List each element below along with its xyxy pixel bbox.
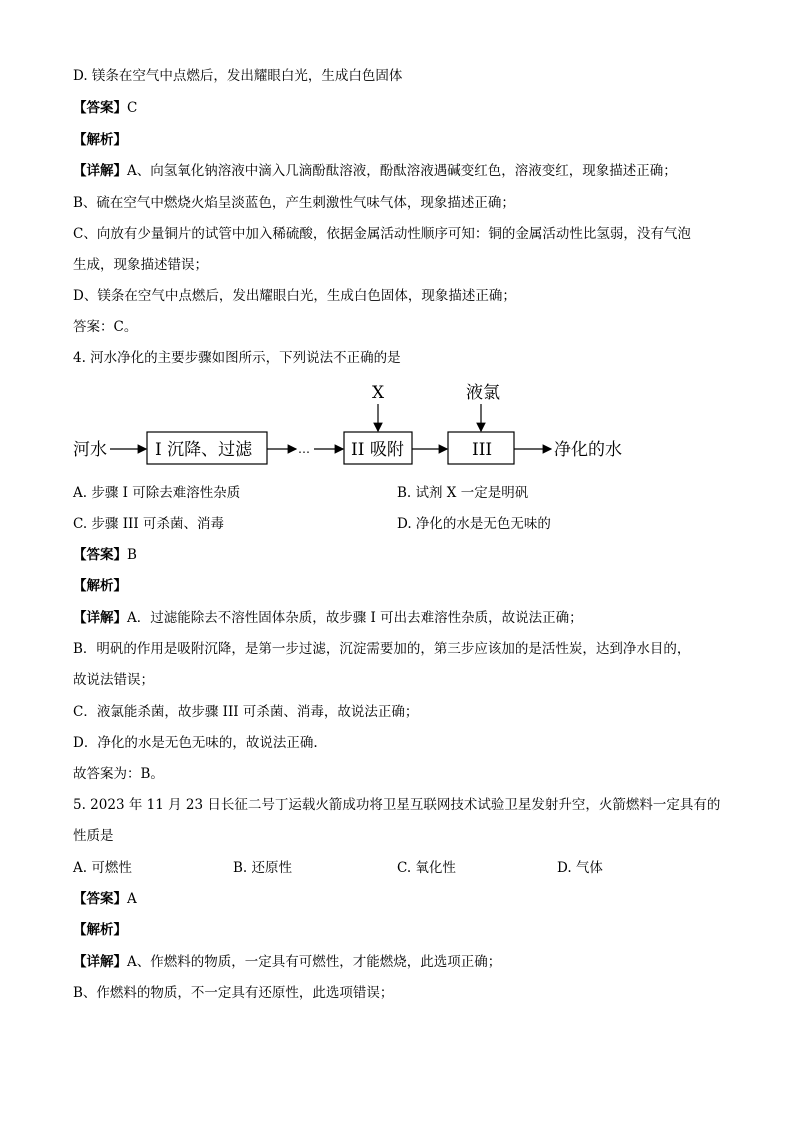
question-stem: 4. 河水净化的主要步骤如图所示，下列说法不正确的是 [73,350,401,366]
analysis-tag: 【解析】 [73,132,127,148]
detail-text: A、向氢氧化钠溶液中滴入几滴酚酞溶液，酚酞溶液遇碱变红色，溶液变红，现象描述正确； [127,163,677,179]
diagram-output-label: 净化的水 [554,440,622,460]
water-purification-diagram [70,376,670,476]
option-b: B. 试剂 X 一定是明矾 [397,485,529,501]
answer-tag: 【答案】 [73,891,127,907]
option-d: D. 净化的水是无色无味的 [397,516,551,532]
detail-tag: 【详解】 [73,610,127,626]
option-c: C. 氧化性 [397,860,456,876]
option-d: D. 镁条在空气中点燃后，发出耀眼白光，生成白色固体 [73,68,403,84]
option-c: C. 步骤 III 可杀菌、消毒 [73,516,225,532]
answer-line [73,889,733,909]
option-a: A. 可燃性 [73,860,132,876]
option-a: A. 步骤 I 可除去难溶性杂质 [73,485,241,501]
option-b: B. 还原性 [233,860,293,876]
step1-label: I 沉降、过滤 [155,440,253,460]
answer-tag: 【答案】 [73,547,127,563]
detail-line [73,952,733,972]
detail-line [73,161,733,181]
detail-line: 答案：C。 [73,319,138,335]
detail-line: D．净化的水是无色无味的，故说法正确. [73,735,318,751]
detail-line [73,608,733,628]
reagent-chlorine-label: 液氯 [466,383,500,403]
detail-line: C、向放有少量铜片的试管中加入稀硫酸，依据金属活动性顺序可知：铜的金属活动性比氢弱，没有气泡 [73,226,691,242]
analysis-tag: 【解析】 [73,922,127,938]
detail-line: B．明矾的作用是吸附沉降，是第一步过滤，沉淀需要加的，第三步应该加的是活性炭，达到净水目的， [73,641,691,657]
answer-value: B [127,547,137,563]
detail-text: A．过滤能除去不溶性固体杂质，故步骤 I 可出去难溶性杂质，故说法正确； [127,610,583,626]
detail-line: 故说法错误； [73,672,154,688]
detail-tag: 【详解】 [73,954,127,970]
answer-line [73,98,733,118]
step2-label: II 吸附 [351,440,404,460]
detail-line: 故答案为：B。 [73,766,164,782]
analysis-tag: 【解析】 [73,578,127,594]
option-d: D. 气体 [557,860,603,876]
detail-text: A、作燃料的物质，一定具有可燃性，才能燃烧，此选项正确； [127,954,502,970]
detail-line: D、镁条在空气中点燃后，发出耀眼白光，生成白色固体，现象描述正确； [73,288,516,304]
detail-line: 生成，现象描述错误； [73,257,208,273]
detail-line: B、作燃料的物质，不一定具有还原性，此选项错误； [73,985,394,1001]
diagram-ellipsis: … [298,442,310,456]
step3-label: III [472,440,493,460]
answer-value: C [127,100,138,116]
detail-line: C．液氯能杀菌，故步骤 III 可杀菌、消毒，故说法正确； [73,704,419,720]
detail-line: B、硫在空气中燃烧火焰呈淡蓝色，产生刺激性气味气体，现象描述正确； [73,195,515,211]
answer-value: A [127,891,137,907]
reagent-x-label: X [372,383,385,403]
answer-tag: 【答案】 [73,100,127,116]
question-stem: 5. 2023 年 11 月 23 日长征二号丁运载火箭成功将卫星互联网技术试验卫星发射升空，火箭燃料一定具有的 [73,797,721,813]
detail-tag: 【详解】 [73,163,127,179]
answer-line [73,545,733,565]
question-stem-cont: 性质是 [73,828,114,844]
diagram-input-label: 河水 [73,440,107,460]
